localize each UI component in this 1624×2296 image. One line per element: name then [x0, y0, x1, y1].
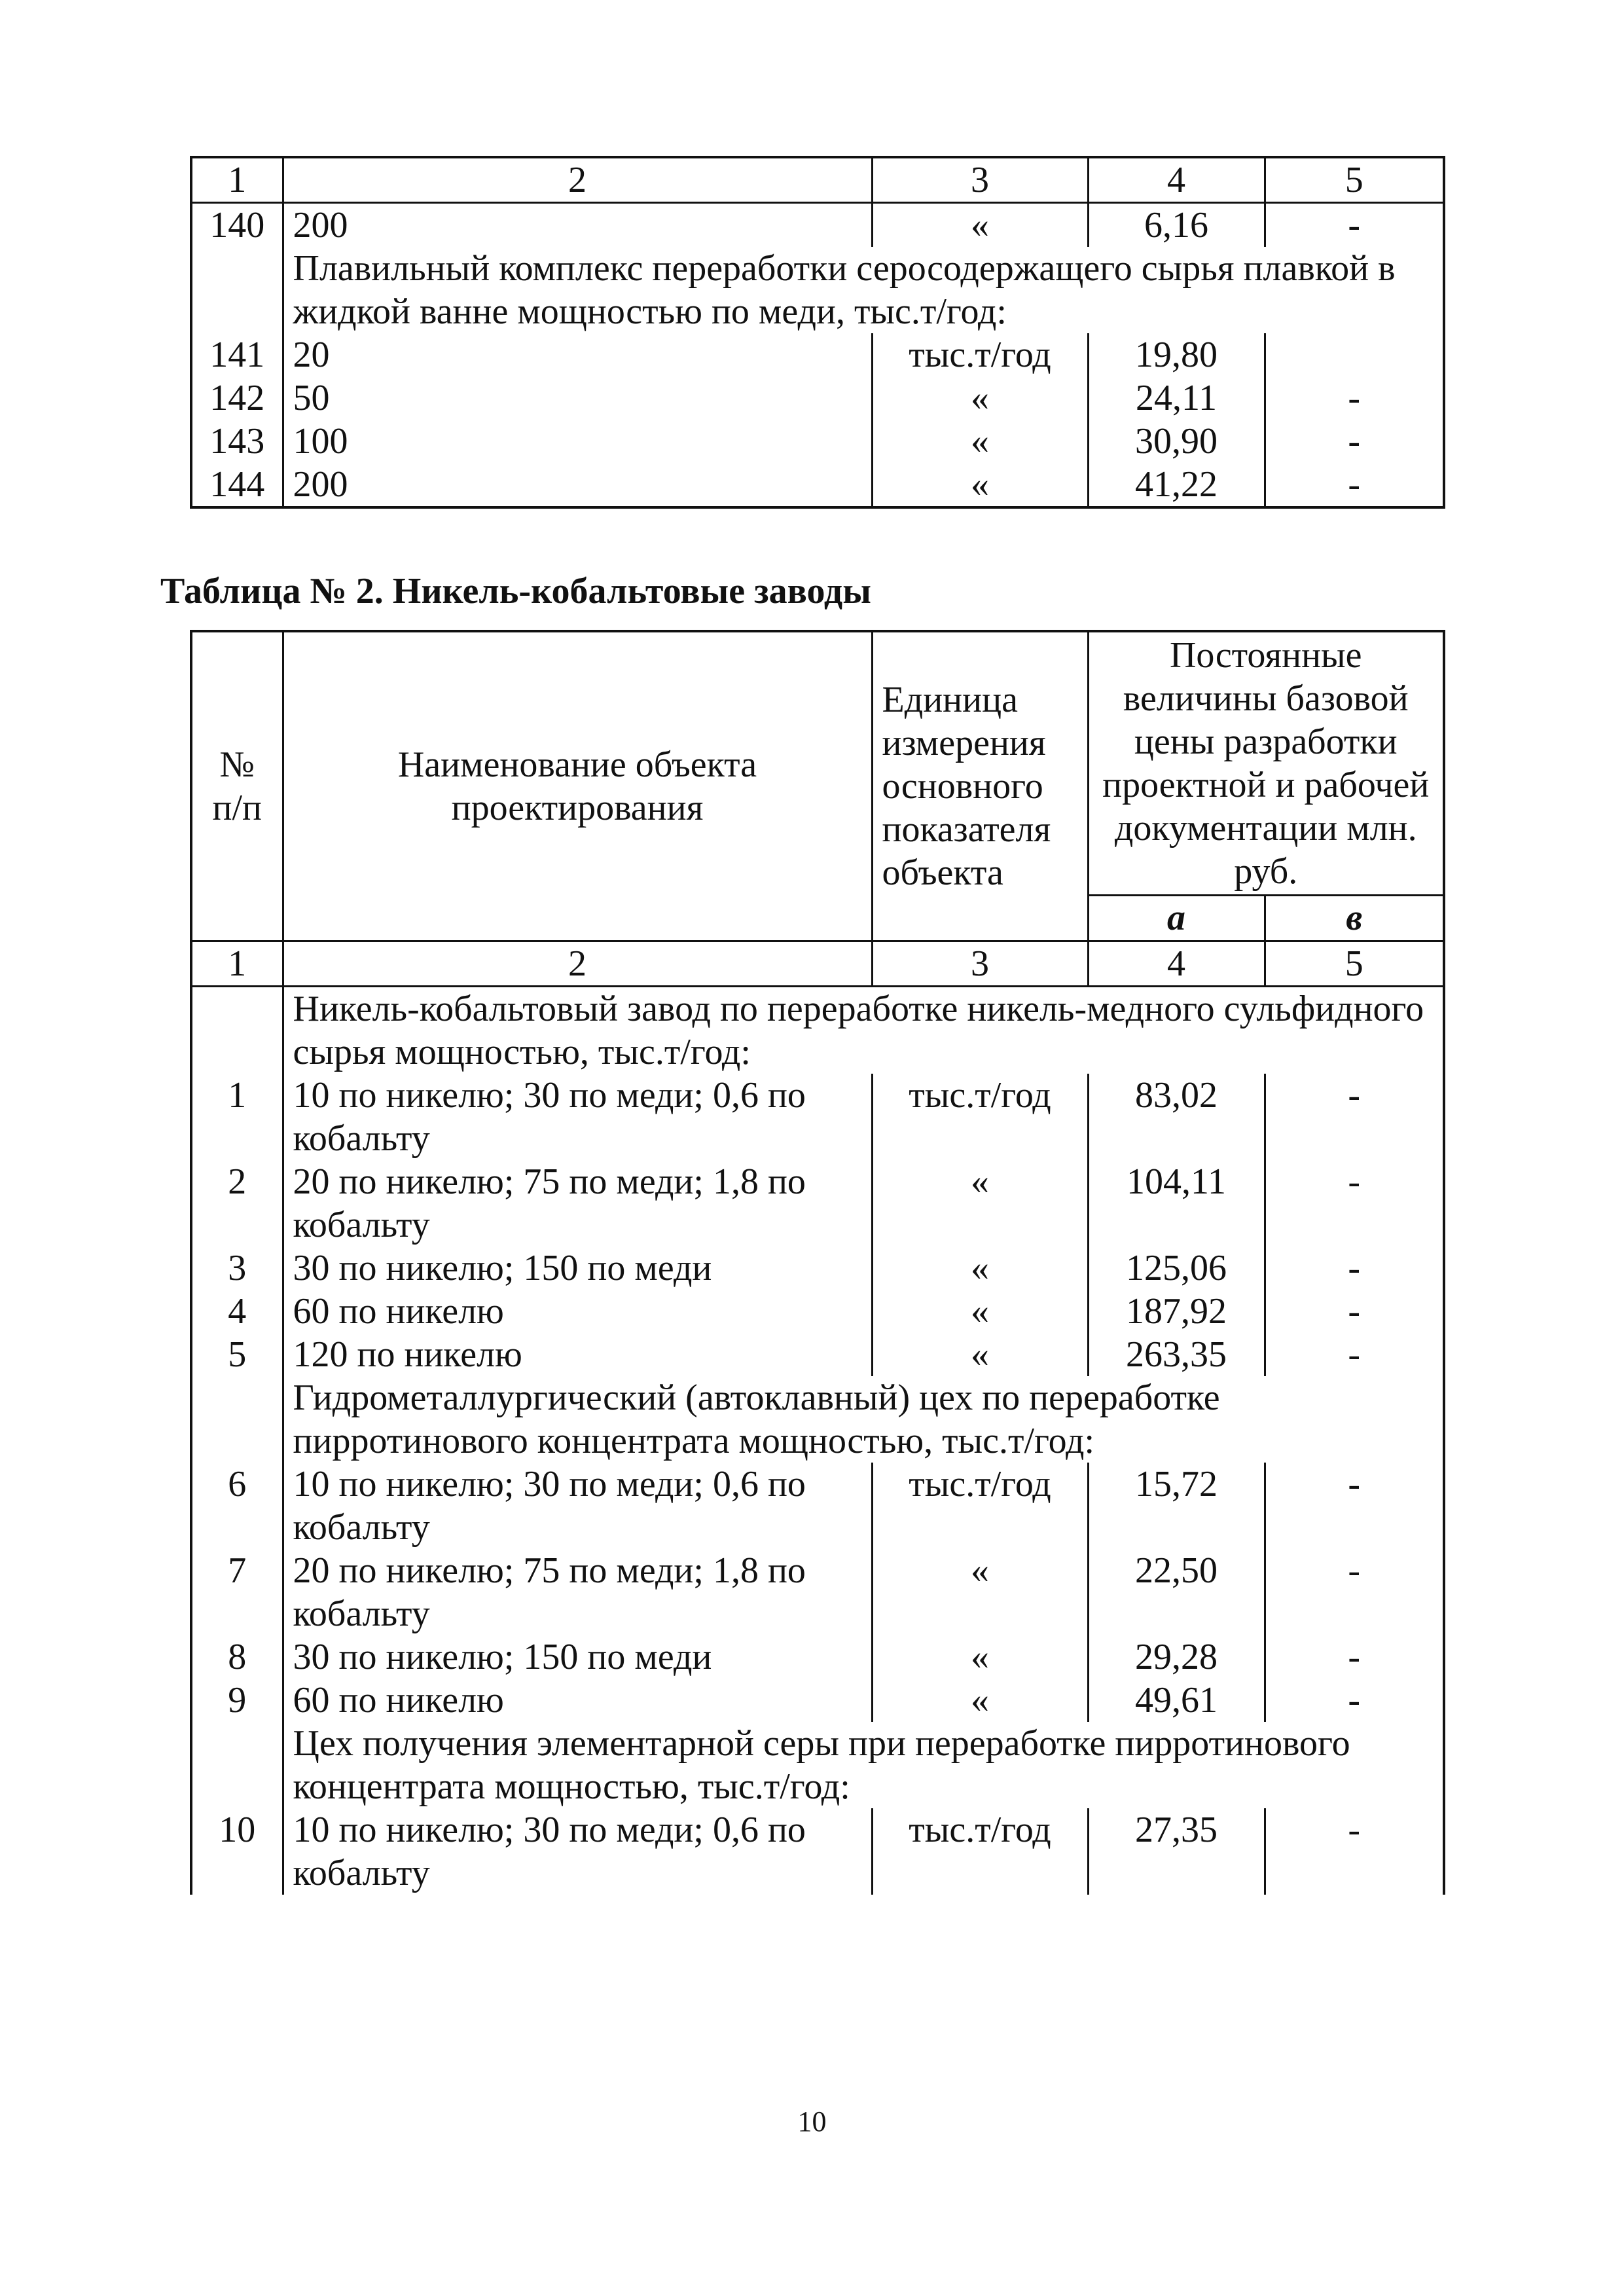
row-number: 9 — [191, 1679, 283, 1722]
header-subcolumn-a: а — [1088, 896, 1265, 941]
nickel-cobalt-price-table — [190, 630, 1445, 1895]
header-number: № п/п — [191, 631, 283, 941]
row-number: 5 — [191, 1333, 283, 1376]
base-price-b: - — [1265, 1635, 1444, 1679]
base-price-b: - — [1265, 420, 1444, 463]
section-row — [191, 1722, 1444, 1808]
table-row — [191, 1635, 1444, 1679]
row-number: 6 — [191, 1463, 283, 1549]
base-price-a: 29,28 — [1088, 1635, 1265, 1679]
section-title: Гидрометаллургический (автоклавный) цех по переработке пирротинового концентрата мощностью, тыс.т/год: — [283, 1376, 1444, 1463]
base-price-b: - — [1265, 1247, 1444, 1290]
header-name: Наименование объекта проектирования — [283, 631, 872, 941]
table-row — [191, 420, 1444, 463]
row-number: 140 — [191, 203, 283, 247]
table-row — [191, 333, 1444, 376]
price-table-continuation — [190, 156, 1445, 509]
table-row — [191, 1679, 1444, 1722]
base-price-b: - — [1265, 1808, 1444, 1895]
base-price-b: - — [1265, 203, 1444, 247]
row-number: 141 — [191, 333, 283, 376]
table-row — [191, 1074, 1444, 1160]
base-price-a: 41,22 — [1088, 463, 1265, 507]
base-price-a: 83,02 — [1088, 1074, 1265, 1160]
base-price-a: 187,92 — [1088, 1290, 1265, 1333]
header-unit: Единица измерения основного показателя объекта — [872, 631, 1088, 941]
unit-of-measure: « — [872, 463, 1088, 507]
column-number-row — [191, 941, 1444, 987]
column-number: 3 — [872, 157, 1088, 203]
unit-of-measure: тыс.т/год — [872, 333, 1088, 376]
base-price-a: 15,72 — [1088, 1463, 1265, 1549]
unit-of-measure: « — [872, 1247, 1088, 1290]
unit-of-measure: тыс.т/год — [872, 1463, 1088, 1549]
column-number: 2 — [283, 157, 872, 203]
page-number: 10 — [797, 2105, 827, 2138]
base-price-b: - — [1265, 1549, 1444, 1635]
column-number: 4 — [1088, 941, 1265, 987]
base-price-b: - — [1265, 1290, 1444, 1333]
row-number: 3 — [191, 1247, 283, 1290]
table-row — [191, 203, 1444, 247]
unit-of-measure: « — [872, 1160, 1088, 1247]
section-number-cell — [191, 247, 283, 333]
row-number: 8 — [191, 1635, 283, 1679]
object-name: 60 по никелю — [283, 1290, 872, 1333]
table-row — [191, 1247, 1444, 1290]
section-row — [191, 247, 1444, 333]
object-name: 30 по никелю; 150 по меди — [283, 1247, 872, 1290]
object-name: 20 по никелю; 75 по меди; 1,8 по кобальту — [283, 1160, 872, 1247]
unit-of-measure: « — [872, 1333, 1088, 1376]
base-price-a: 22,50 — [1088, 1549, 1265, 1635]
object-name: 10 по никелю; 30 по меди; 0,6 по кобальту — [283, 1808, 872, 1895]
base-price-b: - — [1265, 1074, 1444, 1160]
object-name: 120 по никелю — [283, 1333, 872, 1376]
base-price-a: 27,35 — [1088, 1808, 1265, 1895]
table-row — [191, 1808, 1444, 1895]
section-row — [191, 1376, 1444, 1463]
row-number: 10 — [191, 1808, 283, 1895]
column-number: 4 — [1088, 157, 1265, 203]
row-number: 7 — [191, 1549, 283, 1635]
column-number: 2 — [283, 941, 872, 987]
base-price-a: 24,11 — [1088, 376, 1265, 420]
column-number-row — [191, 157, 1444, 203]
section-row — [191, 987, 1444, 1074]
base-price-a: 104,11 — [1088, 1160, 1265, 1247]
unit-of-measure: « — [872, 376, 1088, 420]
unit-of-measure: тыс.т/год — [872, 1074, 1088, 1160]
row-number: 144 — [191, 463, 283, 507]
unit-of-measure: « — [872, 1679, 1088, 1722]
column-number: 3 — [872, 941, 1088, 987]
base-price-a: 49,61 — [1088, 1679, 1265, 1722]
object-name: 20 по никелю; 75 по меди; 1,8 по кобальту — [283, 1549, 872, 1635]
table-caption: Таблица № 2. Никель-кобальтовые заводы — [160, 571, 871, 611]
base-price-a: 125,06 — [1088, 1247, 1265, 1290]
section-number-cell — [191, 1722, 283, 1808]
unit-of-measure: « — [872, 1635, 1088, 1679]
base-price-b — [1265, 333, 1444, 376]
column-number: 5 — [1265, 157, 1444, 203]
header-cost: Постоянные величины базовой цены разработки проектной и рабочей документации млн. руб. — [1088, 631, 1444, 896]
base-price-a: 30,90 — [1088, 420, 1265, 463]
row-number: 1 — [191, 1074, 283, 1160]
table-row — [191, 463, 1444, 507]
base-price-a: 19,80 — [1088, 333, 1265, 376]
object-name: 50 — [283, 376, 872, 420]
base-price-b: - — [1265, 1160, 1444, 1247]
object-name: 100 — [283, 420, 872, 463]
table-header-row — [191, 631, 1444, 896]
section-title: Никель-кобальтовый завод по переработке никель-медного сульфидного сырья мощностью, тыс.т/год: — [283, 987, 1444, 1074]
row-number: 4 — [191, 1290, 283, 1333]
base-price-b: - — [1265, 1679, 1444, 1722]
object-name: 30 по никелю; 150 по меди — [283, 1635, 872, 1679]
base-price-a: 263,35 — [1088, 1333, 1265, 1376]
table-row — [191, 376, 1444, 420]
unit-of-measure: « — [872, 1549, 1088, 1635]
unit-of-measure: « — [872, 1290, 1088, 1333]
object-name: 10 по никелю; 30 по меди; 0,6 по кобальту — [283, 1463, 872, 1549]
row-number: 142 — [191, 376, 283, 420]
section-title: Цех получения элементарной серы при переработке пирротинового концентрата мощностью, тыс.т/год: — [283, 1722, 1444, 1808]
table-row — [191, 1160, 1444, 1247]
unit-of-measure: « — [872, 420, 1088, 463]
table-row — [191, 1290, 1444, 1333]
table-row — [191, 1549, 1444, 1635]
header-subcolumn-b: в — [1265, 896, 1444, 941]
column-number: 1 — [191, 157, 283, 203]
table-row — [191, 1463, 1444, 1549]
row-number: 143 — [191, 420, 283, 463]
object-name: 20 — [283, 333, 872, 376]
object-name: 10 по никелю; 30 по меди; 0,6 по кобальту — [283, 1074, 872, 1160]
object-name: 200 — [283, 463, 872, 507]
base-price-b: - — [1265, 376, 1444, 420]
base-price-b: - — [1265, 463, 1444, 507]
object-name: 200 — [283, 203, 872, 247]
column-number: 1 — [191, 941, 283, 987]
object-name: 60 по никелю — [283, 1679, 872, 1722]
table-row — [191, 1333, 1444, 1376]
column-number: 5 — [1265, 941, 1444, 987]
section-number-cell — [191, 1376, 283, 1463]
base-price-b: - — [1265, 1333, 1444, 1376]
unit-of-measure: « — [872, 203, 1088, 247]
unit-of-measure: тыс.т/год — [872, 1808, 1088, 1895]
row-number: 2 — [191, 1160, 283, 1247]
base-price-a: 6,16 — [1088, 203, 1265, 247]
section-number-cell — [191, 987, 283, 1074]
base-price-b: - — [1265, 1463, 1444, 1549]
section-title: Плавильный комплекс переработки серосодержащего сырья плавкой в жидкой ванне мощностью по меди, тыс.т/год: — [283, 247, 1444, 333]
